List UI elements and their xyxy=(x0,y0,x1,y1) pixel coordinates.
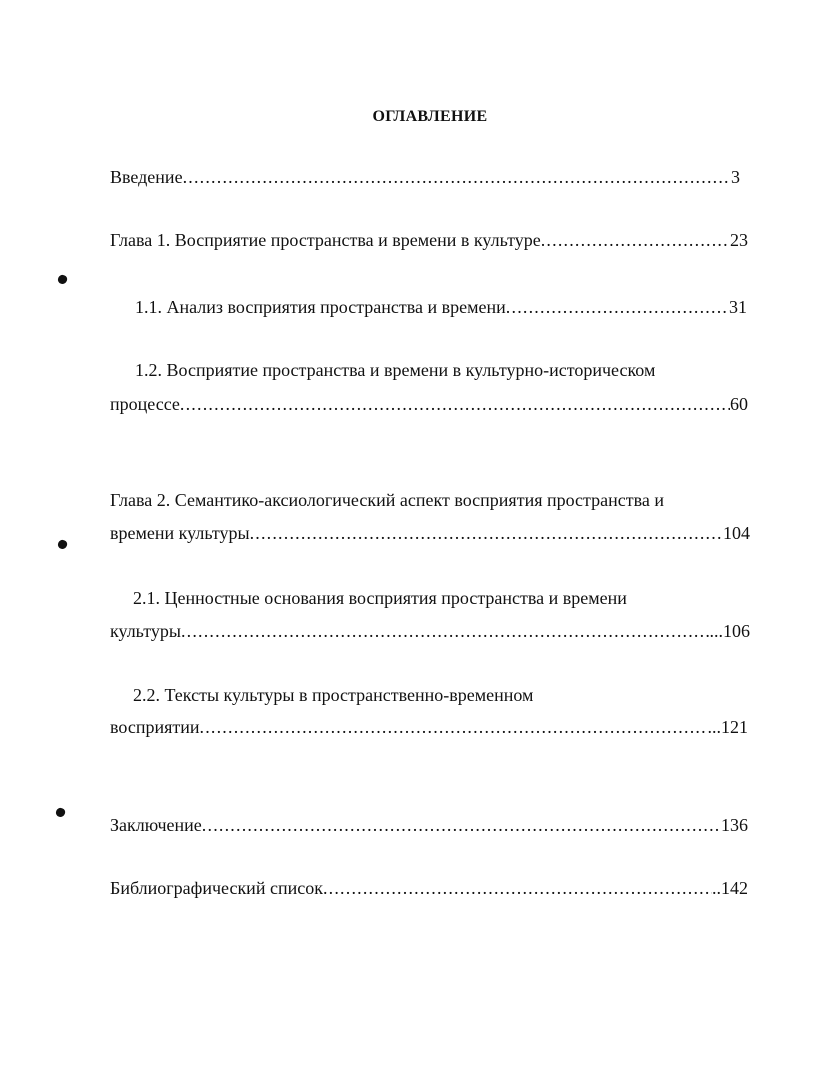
toc-entry-chapter-1 xyxy=(110,229,748,251)
dot-leader xyxy=(181,620,710,642)
dot-leader xyxy=(541,229,730,251)
dot-leader xyxy=(200,716,708,738)
toc-entry-label: культуры xyxy=(110,621,181,641)
toc-entry-page: 31 xyxy=(729,297,747,317)
toc-entry-page: ..142 xyxy=(712,878,748,898)
ink-mark xyxy=(57,539,69,551)
toc-entry-section-2-1-line-1: 2.1. Ценностные основания восприятия пространства и времени xyxy=(133,588,627,608)
toc-entry-section-1-2-line-1: 1.2. Восприятие пространства и времени в культурно-историческом xyxy=(135,360,656,380)
toc-entry-page: 23 xyxy=(730,230,748,250)
toc-entry-label: времени культуры xyxy=(110,523,250,543)
toc-entry-chapter-2-line-1: Глава 2. Семантико-аксиологический аспект восприятия пространства и xyxy=(110,490,664,510)
toc-entry-bibliography xyxy=(110,877,748,899)
dot-leader xyxy=(180,393,730,415)
toc-entry-introduction xyxy=(110,166,740,188)
dot-leader xyxy=(202,814,721,836)
toc-entry-conclusion xyxy=(110,814,748,836)
toc-entry-page: ...106 xyxy=(709,621,750,641)
toc-entry-section-2-2 xyxy=(110,716,748,738)
toc-entry-section-1-1 xyxy=(135,296,747,318)
ink-mark xyxy=(55,807,67,819)
toc-entry-page: ...121 xyxy=(707,717,748,737)
toc-entry-page: 3 xyxy=(731,167,740,187)
toc-title: ОГЛАВЛЕНИЕ xyxy=(372,108,488,125)
toc-entry-label: Введение xyxy=(110,167,183,187)
dot-leader xyxy=(183,166,731,188)
ink-mark xyxy=(57,274,69,286)
dot-leader xyxy=(323,877,712,899)
toc-entry-label: Глава 1. Восприятие пространства и времени в культуре xyxy=(110,230,541,250)
toc-entry-chapter-2 xyxy=(110,522,750,544)
dot-leader xyxy=(506,296,729,318)
toc-entry-label: процессе xyxy=(110,394,180,414)
toc-entry-label: восприятии xyxy=(110,717,200,737)
toc-entry-section-2-2-line-1: 2.2. Тексты культуры в пространственно-временном xyxy=(133,685,534,705)
toc-entry-label: Библиографический список xyxy=(110,878,323,898)
toc-entry-section-2-1 xyxy=(110,620,750,642)
toc-entry-page: 136 xyxy=(721,815,748,835)
toc-entry-label: 1.1. Анализ восприятия пространства и времени xyxy=(135,297,506,317)
toc-entry-section-1-2 xyxy=(110,393,748,415)
toc-entry-page: 60 xyxy=(730,394,748,414)
dot-leader xyxy=(250,522,723,544)
toc-entry-page: 104 xyxy=(723,523,750,543)
toc-entry-label: Заключение xyxy=(110,815,202,835)
